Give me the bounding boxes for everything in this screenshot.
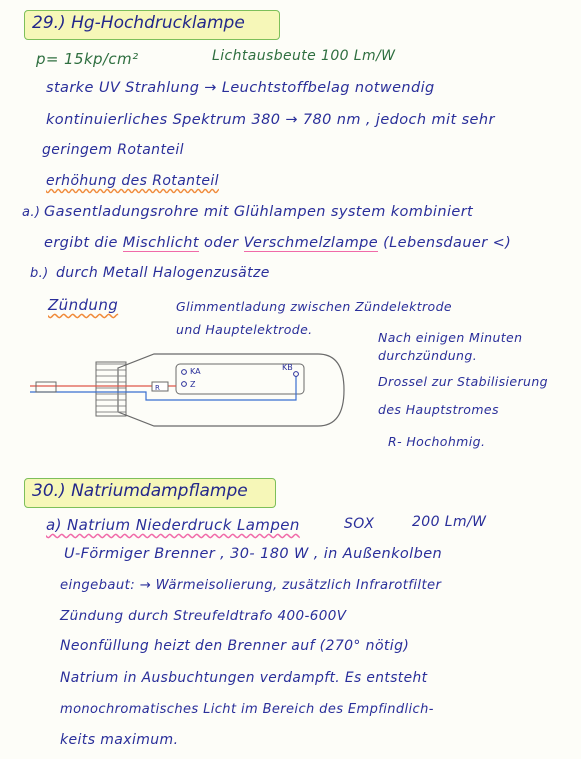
pressure-text: p= 15kp/cm² <box>36 50 139 68</box>
spectrum-text: kontinuierliches Spektrum 380 → 780 nm , jedoch mit sehr <box>46 112 495 128</box>
section-29-heading: 29.) Hg-Hochdrucklampe <box>32 13 245 33</box>
verschmelzlampe-term: Verschmelzlampe <box>243 235 379 251</box>
item-b-text: durch Metall Halogenzusätze <box>56 265 270 281</box>
red-increase-heading: erhöhung des Rotanteil <box>46 173 219 189</box>
note-after-minutes: Nach einigen Minuten <box>378 330 523 345</box>
ignition-text-2: und Hauptelektrode. <box>176 322 313 337</box>
electrode-kb <box>294 372 299 377</box>
sodium-line-2: eingebaut: → Wärmeisolierung, zusätzlich Infrarotfilter <box>60 578 442 593</box>
sodium-line-7: keits maximum. <box>60 732 179 748</box>
note-main-current: des Hauptstromes <box>378 402 499 417</box>
socket-symbol <box>36 382 56 392</box>
sodium-low-pressure-title: a) Natrium Niederdruck Lampen <box>46 516 300 534</box>
mixed-light-prefix: ergibt die <box>44 235 118 251</box>
lamp-diagram <box>26 346 356 436</box>
sodium-efficacy: 200 Lm/W <box>412 514 487 530</box>
uv-radiation-text: starke UV Strahlung → Leuchtstoffbelag notwendig <box>46 80 435 96</box>
lamp-base-threads <box>96 364 126 412</box>
label-z: Z <box>190 380 196 389</box>
item-a-prefix: a.) <box>22 205 41 220</box>
sodium-line-6: monochromatisches Licht im Bereich des Empfindlich- <box>60 702 434 717</box>
sodium-line-1: U-Förmiger Brenner , 30- 180 W , in Außenkolben <box>64 546 443 562</box>
sox-label: SOX <box>344 516 375 532</box>
ignition-label: Zündung <box>48 296 119 314</box>
sodium-line-4: Neonfüllung heizt den Brenner auf (270° nötig) <box>60 638 410 654</box>
red-portion-text: geringem Rotanteil <box>42 142 184 158</box>
note-resistor: R- Hochohmig. <box>388 434 486 449</box>
item-b-prefix: b.) <box>30 266 49 281</box>
ignition-text-1: Glimmentladung zwischen Zündelektrode <box>176 299 453 314</box>
item-a-continuation <box>44 235 511 251</box>
lifespan-note: (Lebensdauer <) <box>383 235 512 251</box>
oder-word: oder <box>203 235 239 251</box>
sodium-line-3: Zündung durch Streufeldtrafo 400-600V <box>60 608 347 624</box>
electrode-ka <box>182 370 187 375</box>
sodium-line-5: Natrium in Ausbuchtungen verdampft. Es entsteht <box>60 670 428 686</box>
label-ka: KA <box>190 367 201 376</box>
electrode-z <box>182 382 187 387</box>
luminous-efficacy-text: Lichtausbeute 100 Lm/W <box>212 48 396 64</box>
resistor-label: R <box>155 384 160 392</box>
item-a-text: Gasentladungsrohre mit Glühlampen system kombiniert <box>44 204 474 220</box>
mischlicht-term: Mischlicht <box>122 235 199 251</box>
label-kb: KB <box>282 363 293 372</box>
note-choke: Drossel zur Stabilisierung <box>378 374 549 389</box>
note-ignition-through: durchzündung. <box>378 348 478 363</box>
section-30-heading: 30.) Natriumdampflampe <box>32 481 248 501</box>
